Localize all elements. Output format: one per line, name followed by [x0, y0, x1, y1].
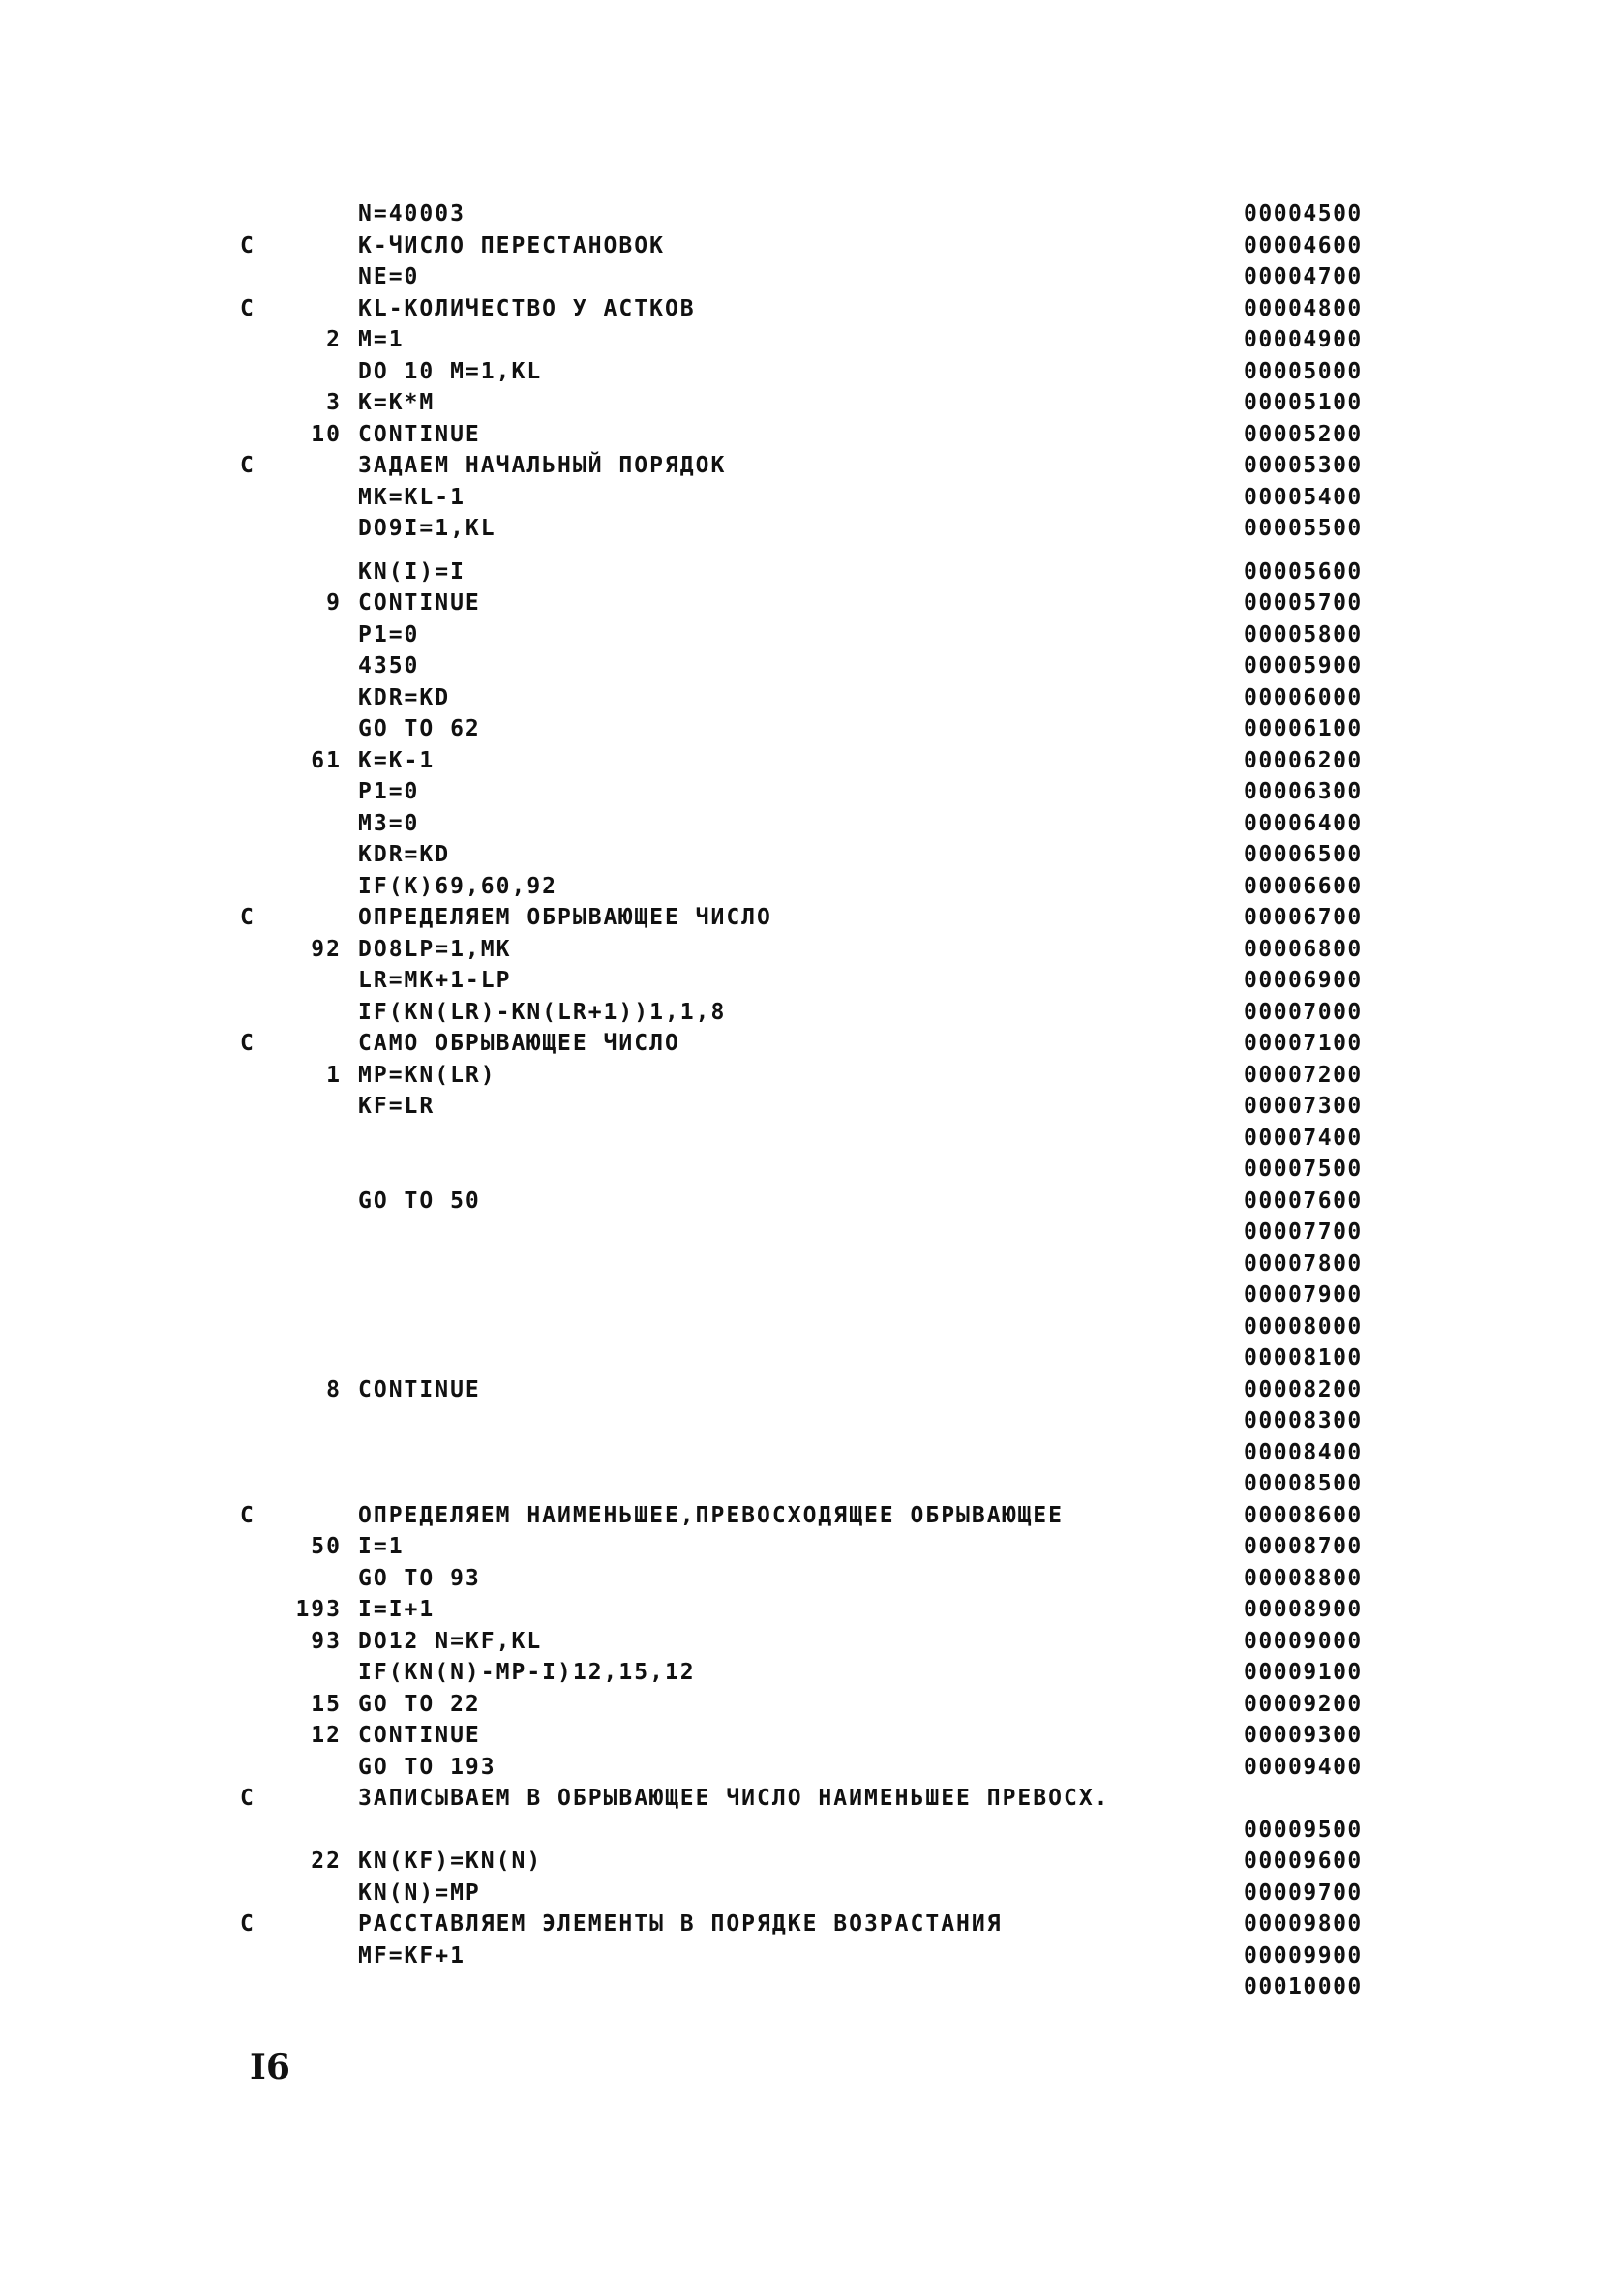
statement-label: 61	[311, 747, 342, 773]
statement-label: 3	[326, 390, 342, 415]
sequence-number: 00007900	[1244, 1282, 1363, 1308]
statement-text: ОПРЕДЕЛЯЕМ ОБРЫВАЮЩЕЕ ЧИСЛО	[358, 905, 772, 930]
code-line	[0, 419, 1624, 451]
sequence-number: 00007000	[1244, 999, 1363, 1025]
statement-text: CONTINUE	[358, 1723, 481, 1748]
code-line	[0, 1940, 1624, 1972]
comment-marker: C	[240, 1031, 256, 1056]
sequence-number: 00008400	[1244, 1439, 1363, 1465]
sequence-number: 00004600	[1244, 232, 1363, 258]
statement-label: 2	[326, 327, 342, 352]
statement-text: KDR=KD	[358, 684, 451, 710]
code-line	[0, 1217, 1624, 1248]
sequence-number: 00004900	[1244, 327, 1363, 352]
statement-label: 22	[311, 1849, 342, 1874]
statement-text: N=40003	[358, 201, 466, 226]
code-line	[0, 1720, 1624, 1752]
code-line	[0, 356, 1624, 388]
statement-text: 4350	[358, 653, 420, 678]
sequence-number: 00007200	[1244, 1062, 1363, 1088]
code-line	[0, 1563, 1624, 1595]
statement-text: САМО ОБРЫВАЮЩЕЕ ЧИСЛО	[358, 1031, 680, 1056]
code-line	[0, 713, 1624, 745]
statement-text: KN(I)=I	[358, 558, 466, 585]
statement-label: 15	[311, 1691, 342, 1717]
statement-text: GO TO 50	[358, 1188, 481, 1214]
code-line	[0, 1626, 1624, 1658]
sequence-number: 00005600	[1244, 558, 1363, 585]
sequence-number: 00008500	[1244, 1471, 1363, 1496]
code-line	[0, 965, 1624, 997]
code-line	[0, 839, 1624, 871]
statement-label: 8	[326, 1376, 342, 1402]
sequence-number: 00006800	[1244, 936, 1363, 962]
sequence-number: 00009900	[1244, 1942, 1363, 1969]
sequence-number: 00005100	[1244, 390, 1363, 415]
statement-label: 50	[311, 1534, 342, 1559]
code-line	[0, 1815, 1624, 1847]
code-line	[0, 1909, 1624, 1940]
statement-label: 93	[311, 1628, 342, 1654]
statement-text: ЗАДАЕМ НАЧАЛЬНЫЙ ПОРЯДОК	[358, 453, 727, 478]
sequence-number: 00004800	[1244, 295, 1363, 321]
statement-text: MP=KN(LR)	[358, 1062, 496, 1088]
statement-text: CONTINUE	[358, 1376, 481, 1402]
sequence-number: 00009700	[1244, 1880, 1363, 1906]
code-line	[0, 1657, 1624, 1689]
statement-label: 10	[311, 421, 342, 447]
code-line	[0, 513, 1624, 545]
code-line	[0, 1531, 1624, 1563]
code-line	[0, 450, 1624, 482]
code-line	[0, 1437, 1624, 1469]
code-line	[0, 1342, 1624, 1374]
statement-text: I=1	[358, 1534, 405, 1559]
sequence-number: 00009500	[1244, 1817, 1363, 1843]
sequence-number: 00007600	[1244, 1188, 1363, 1214]
code-line	[0, 587, 1624, 619]
code-line	[0, 1971, 1624, 2003]
statement-label: 1	[326, 1062, 342, 1088]
code-line	[0, 1374, 1624, 1406]
code-line	[0, 261, 1624, 293]
code-line	[0, 902, 1624, 934]
sequence-number: 00007700	[1244, 1219, 1363, 1245]
statement-text: K-ЧИСЛО ПЕРЕСТАНОВОК	[358, 232, 665, 258]
statement-text: DO9I=1,KL	[358, 516, 496, 541]
sequence-number: 00008800	[1244, 1565, 1363, 1591]
code-line	[0, 293, 1624, 325]
statement-text: GO TO 22	[358, 1691, 481, 1717]
statement-text: ОПРЕДЕЛЯЕМ НАИМЕНЬШЕЕ,ПРЕВОСХОДЯЩЕЕ ОБРЫВАЮЩЕЕ	[358, 1502, 1064, 1528]
statement-label: 193	[295, 1597, 342, 1622]
code-line	[0, 1783, 1624, 1815]
code-line	[0, 682, 1624, 714]
code-line	[0, 1846, 1624, 1878]
code-line	[0, 1091, 1624, 1123]
statement-text: IF(K)69,60,92	[358, 873, 558, 899]
statement-text: MF=KF+1	[358, 1942, 466, 1969]
code-line	[0, 650, 1624, 682]
code-line	[0, 1248, 1624, 1280]
code-line	[0, 1468, 1624, 1500]
sequence-number: 00008000	[1244, 1313, 1363, 1339]
code-line	[0, 1405, 1624, 1437]
statement-text: CONTINUE	[358, 421, 481, 447]
comment-marker: C	[240, 295, 256, 321]
sequence-number: 00006300	[1244, 779, 1363, 804]
statement-text: KN(N)=MP	[358, 1880, 481, 1906]
comment-marker: C	[240, 232, 256, 258]
statement-text: DO8LP=1,MK	[358, 936, 512, 962]
sequence-number: 00009800	[1244, 1911, 1363, 1937]
sequence-number: 00008300	[1244, 1408, 1363, 1433]
statement-text: P1=0	[358, 779, 420, 804]
code-line	[0, 1028, 1624, 1060]
code-line	[0, 1279, 1624, 1311]
sequence-number: 00006900	[1244, 968, 1363, 993]
sequence-number: 00004500	[1244, 201, 1363, 226]
code-line	[0, 934, 1624, 966]
code-line	[0, 1154, 1624, 1186]
code-line	[0, 1689, 1624, 1721]
code-line	[0, 198, 1624, 230]
sequence-number: 00008700	[1244, 1534, 1363, 1559]
sequence-number: 00008600	[1244, 1502, 1363, 1528]
comment-marker: C	[240, 1786, 256, 1811]
sequence-number: 00006500	[1244, 842, 1363, 867]
sequence-number: 00007800	[1244, 1250, 1363, 1277]
statement-text: РАССТАВЛЯЕМ ЭЛЕМЕНТЫ В ПОРЯДКЕ ВОЗРАСТАНИЯ	[358, 1911, 1003, 1937]
line-gap	[0, 545, 1624, 556]
statement-text: DO 10 M=1,KL	[358, 358, 543, 384]
code-line	[0, 324, 1624, 356]
statement-text: LR=MK+1-LP	[358, 968, 512, 993]
sequence-number: 00008900	[1244, 1597, 1363, 1622]
code-line	[0, 556, 1624, 588]
code-line	[0, 776, 1624, 808]
sequence-number: 00008200	[1244, 1376, 1363, 1402]
comment-marker: C	[240, 453, 256, 478]
code-line	[0, 997, 1624, 1029]
statement-label: 12	[311, 1723, 342, 1748]
code-line	[0, 1752, 1624, 1784]
sequence-number: 00005200	[1244, 421, 1363, 447]
page-number: I6	[250, 2046, 290, 2088]
statement-text: M3=0	[358, 810, 420, 836]
statement-text: KL-КОЛИЧЕСТВО У АСТКОВ	[358, 295, 696, 321]
statement-text: KF=LR	[358, 1094, 436, 1119]
sequence-number: 00007300	[1244, 1094, 1363, 1119]
statement-label: 9	[326, 590, 342, 616]
sequence-number: 00009300	[1244, 1723, 1363, 1748]
sequence-number: 00006700	[1244, 905, 1363, 930]
statement-text: IF(KN(N)-MP-I)12,15,12	[358, 1660, 696, 1685]
comment-marker: C	[240, 1502, 256, 1528]
statement-text: K=K*M	[358, 390, 436, 415]
sequence-number: 00005800	[1244, 621, 1363, 647]
sequence-number: 00008100	[1244, 1345, 1363, 1370]
statement-text: M=1	[358, 327, 405, 352]
statement-text: DO12 N=KF,KL	[358, 1628, 543, 1654]
statement-text: GO TO 193	[358, 1754, 496, 1780]
sequence-number: 00005900	[1244, 653, 1363, 678]
sequence-number: 00006600	[1244, 873, 1363, 899]
sequence-number: 00007500	[1244, 1157, 1363, 1182]
code-line	[0, 230, 1624, 262]
comment-marker: C	[240, 1911, 256, 1937]
sequence-number: 00005400	[1244, 484, 1363, 510]
sequence-number: 00005300	[1244, 453, 1363, 478]
statement-text: KDR=KD	[358, 842, 451, 867]
statement-text: P1=0	[358, 621, 420, 647]
code-line	[0, 482, 1624, 514]
sequence-number: 00006100	[1244, 716, 1363, 741]
code-line	[0, 619, 1624, 651]
statement-text: GO TO 62	[358, 716, 481, 741]
sequence-number: 00004700	[1244, 264, 1363, 289]
sequence-number: 00005500	[1244, 516, 1363, 541]
code-line	[0, 808, 1624, 840]
code-line	[0, 1500, 1624, 1532]
code-line	[0, 1311, 1624, 1343]
statement-text: CONTINUE	[358, 590, 481, 616]
statement-label: 92	[311, 936, 342, 962]
code-line	[0, 1878, 1624, 1910]
code-line	[0, 1060, 1624, 1092]
code-line	[0, 745, 1624, 777]
statement-text: KN(KF)=KN(N)	[358, 1849, 543, 1874]
sequence-number: 00007100	[1244, 1031, 1363, 1056]
statement-text: GO TO 93	[358, 1565, 481, 1591]
sequence-number: 00009600	[1244, 1849, 1363, 1874]
statement-text: ЗАПИСЫВАЕМ В ОБРЫВАЮЩЕЕ ЧИСЛО НАИМЕНЬШЕЕ ПРЕВОСХ.	[358, 1786, 1110, 1811]
program-listing	[0, 198, 1624, 2003]
sequence-number: 00005000	[1244, 358, 1363, 384]
sequence-number: 00010000	[1244, 1974, 1363, 2000]
sequence-number: 00009100	[1244, 1660, 1363, 1685]
statement-text: MK=KL-1	[358, 484, 466, 510]
statement-text: K=K-1	[358, 747, 436, 773]
sequence-number: 00009000	[1244, 1628, 1363, 1654]
comment-marker: C	[240, 905, 256, 930]
statement-text: IF(KN(LR)-KN(LR+1))1,1,8	[358, 999, 727, 1025]
sequence-number: 00009200	[1244, 1691, 1363, 1717]
sequence-number: 00006000	[1244, 684, 1363, 710]
code-line	[0, 871, 1624, 903]
sequence-number: 00005700	[1244, 590, 1363, 616]
sequence-number: 00007400	[1244, 1125, 1363, 1151]
code-line	[0, 387, 1624, 419]
statement-text: I=I+1	[358, 1597, 436, 1622]
statement-text: NE=0	[358, 264, 420, 289]
code-line	[0, 1594, 1624, 1626]
sequence-number: 00006400	[1244, 810, 1363, 836]
sequence-number: 00006200	[1244, 747, 1363, 773]
code-line	[0, 1186, 1624, 1218]
code-line	[0, 1123, 1624, 1155]
sequence-number: 00009400	[1244, 1754, 1363, 1780]
